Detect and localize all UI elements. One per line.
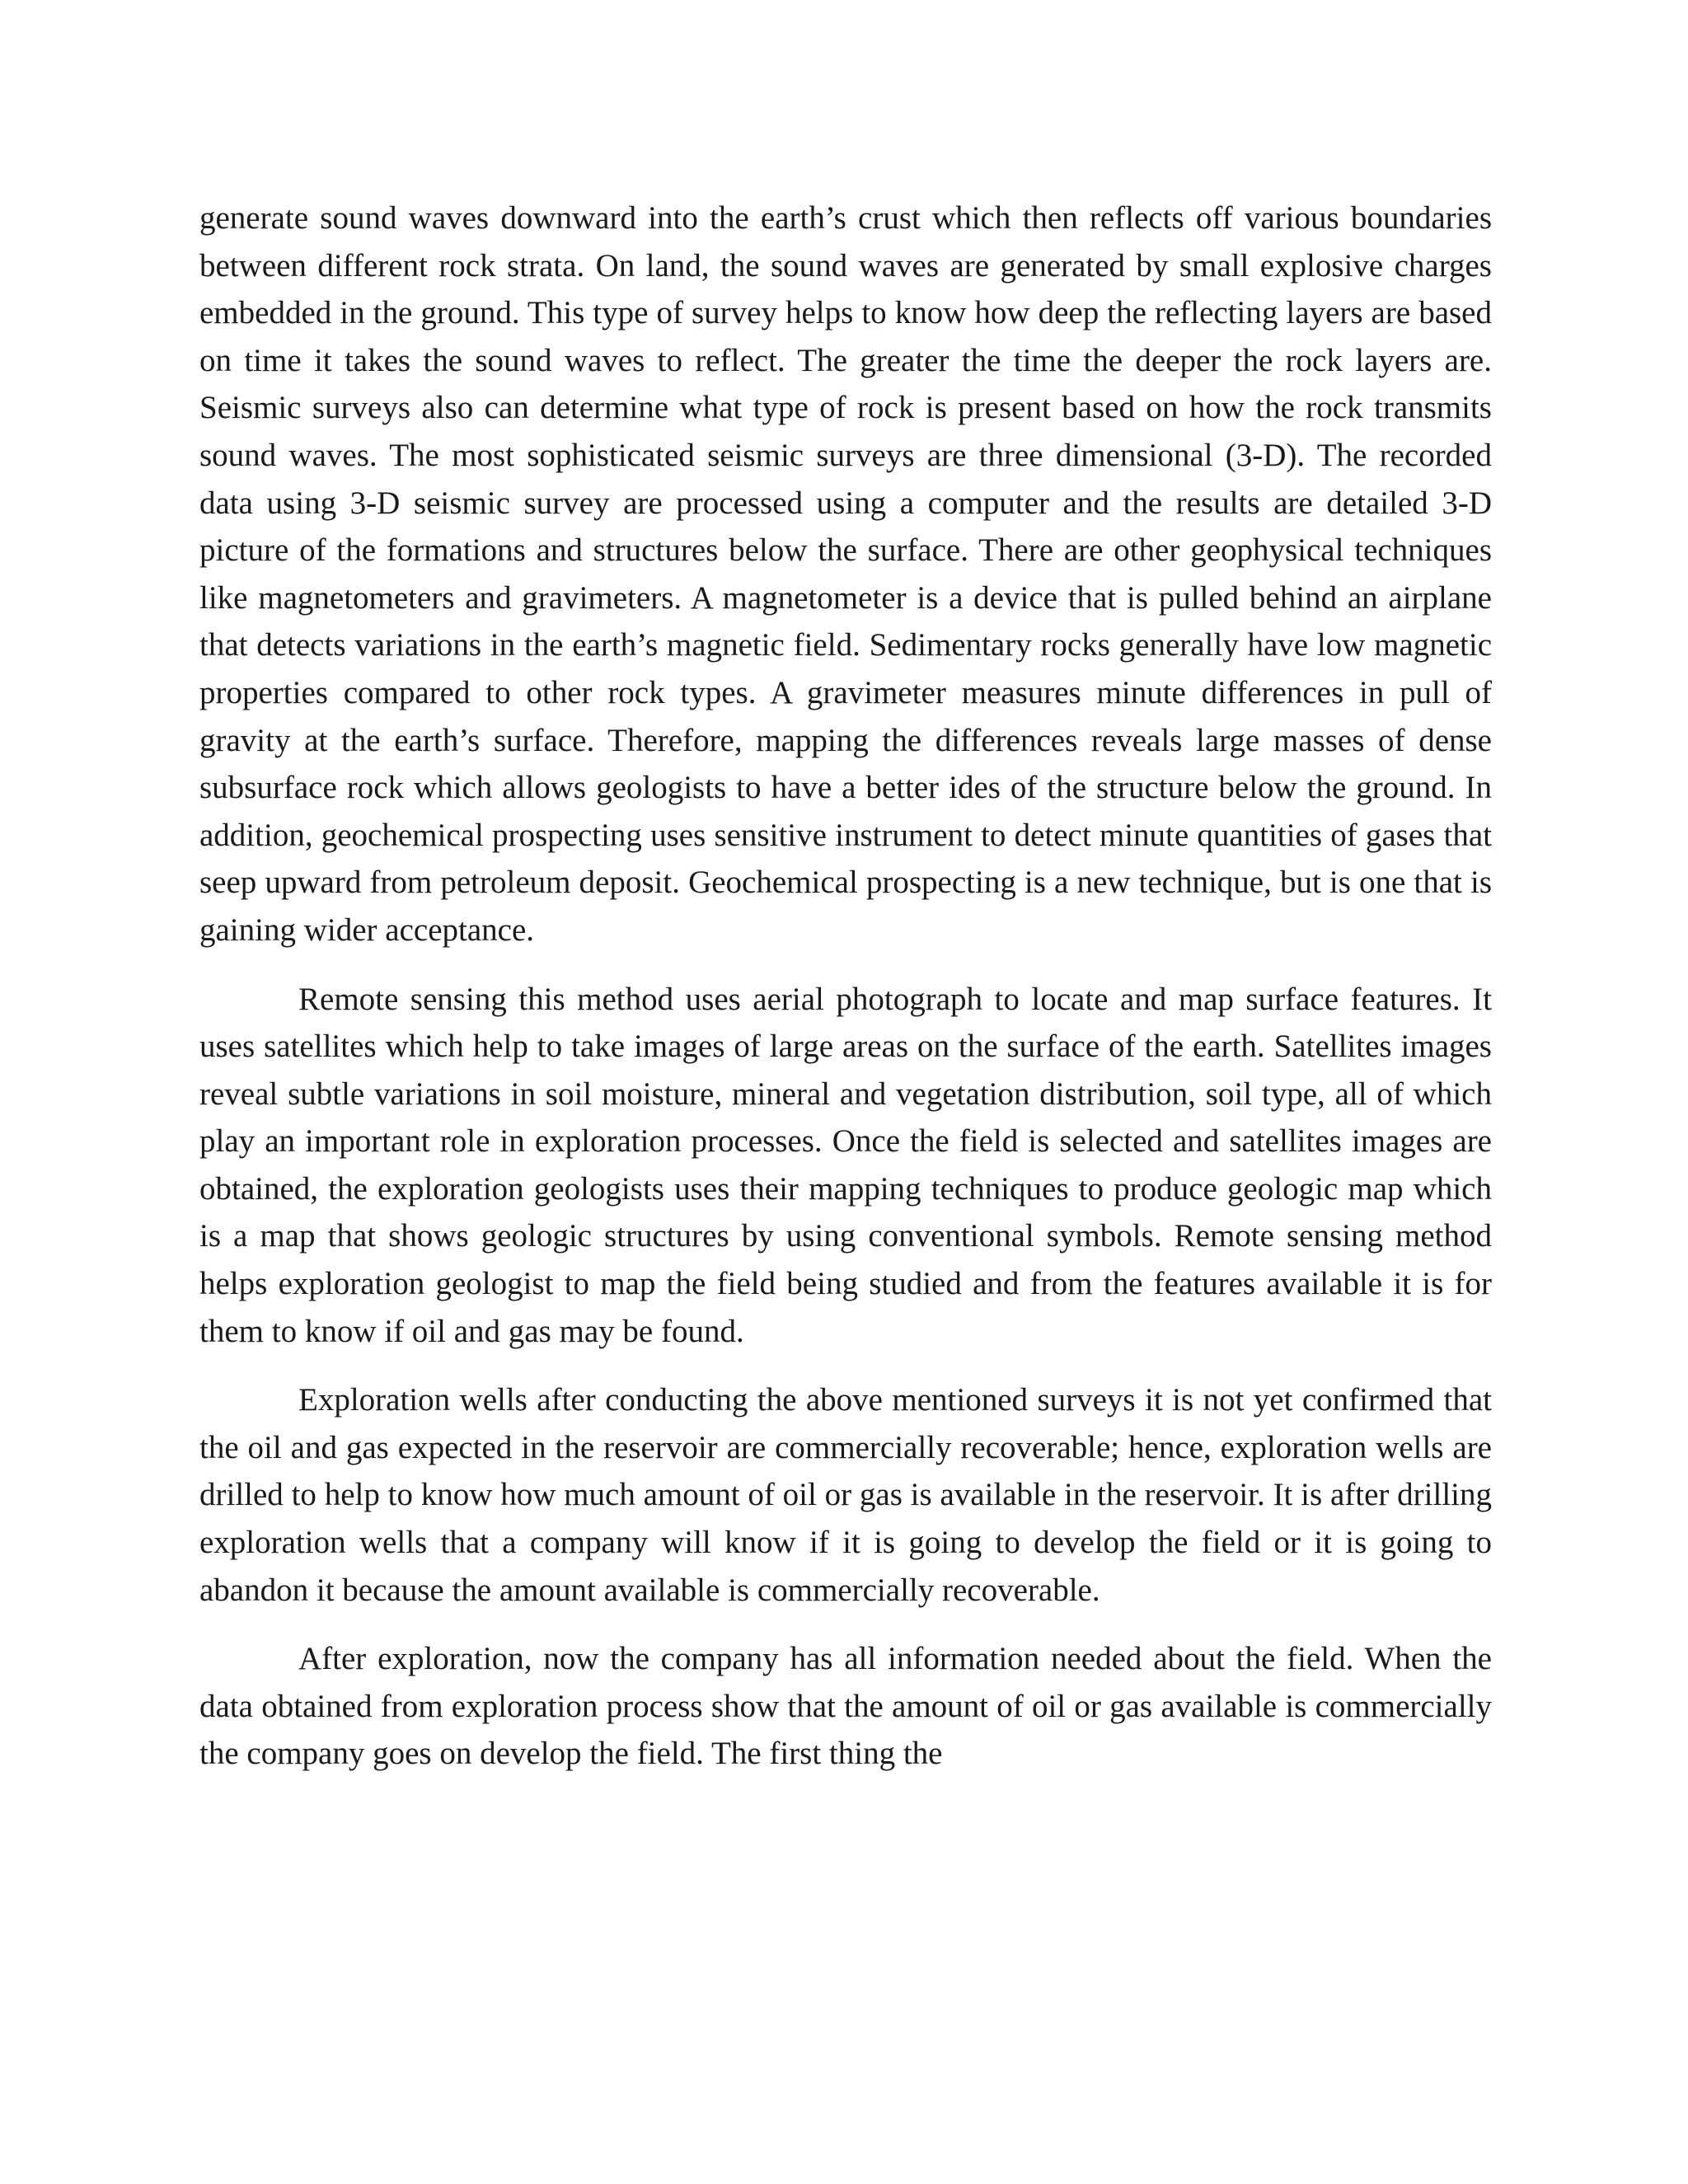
body-text [199, 194, 1492, 1799]
paragraph-seismic-geophysical: generate sound waves downward into the earth’s crust which then reflects off various boundaries between different rock strata. On land, the sound waves are generated by small explosive charges embedded in the ground. This type of survey helps to know how deep the reflecting layers are based on time it takes the sound waves to reflect. The greater the time the deeper the rock layers are. Seismic surveys also can determine what type of rock is present based on how the rock transmits sound waves. The most sophisticated seismic surveys are three dimensional (3-D). The recorded data using 3-D seismic survey are processed using a computer and the results are detailed 3-D picture of the formations and structures below the surface. There are other geophysical techniques like magnetometers and gravimeters. A magnetometer is a device that is pulled behind an airplane that detects variations in the earth’s magnetic field. Sedimentary rocks generally have low magnetic properties compared to other rock types. A gravimeter measures minute differences in pull of gravity at the earth’s surface. Therefore, mapping the differences reveals large masses of dense subsurface rock which allows geologists to have a better ides of the structure below the ground. In addition, geochemical prospecting uses sensitive instrument to detect minute quantities of gases that seep upward from petroleum deposit. Geochemical prospecting is a new technique, but is one that is gaining wider acceptance. [199, 200, 1492, 948]
paragraph-exploration-wells: Exploration wells after conducting the above mentioned surveys it is not yet confirmed that the oil and gas expected in the reservoir are commercially recoverable; hence, exploration wells are drilled to help to know how much amount of oil or gas is available in the reservoir. It is after drilling exploration wells that a company will know if it is going to develop the field or it is going to abandon it because the amount available is commercially recoverable. [199, 1382, 1492, 1608]
paragraph-remote-sensing: Remote sensing this method uses aerial photograph to locate and map surface features. It uses satellites which help to take images of large areas on the surface of the earth. Satellites images reveal subtle variations in soil moisture, mineral and vegetation distribution, soil type, all of which play an important role in exploration processes. Once the field is selected and satellites images are obtained, the exploration geologists uses their mapping techniques to produce geologic map which is a map that shows geologic structures by using conventional symbols. Remote sensing method helps exploration geologist to map the field being studied and from the features available it is for them to know if oil and gas may be found. [199, 981, 1492, 1349]
paragraph-after-exploration: After exploration, now the company has all information needed about the field. When the data obtained from exploration process show that the amount of oil or gas available is commercially the company goes on develop the field. The first thing the [199, 1641, 1492, 1772]
